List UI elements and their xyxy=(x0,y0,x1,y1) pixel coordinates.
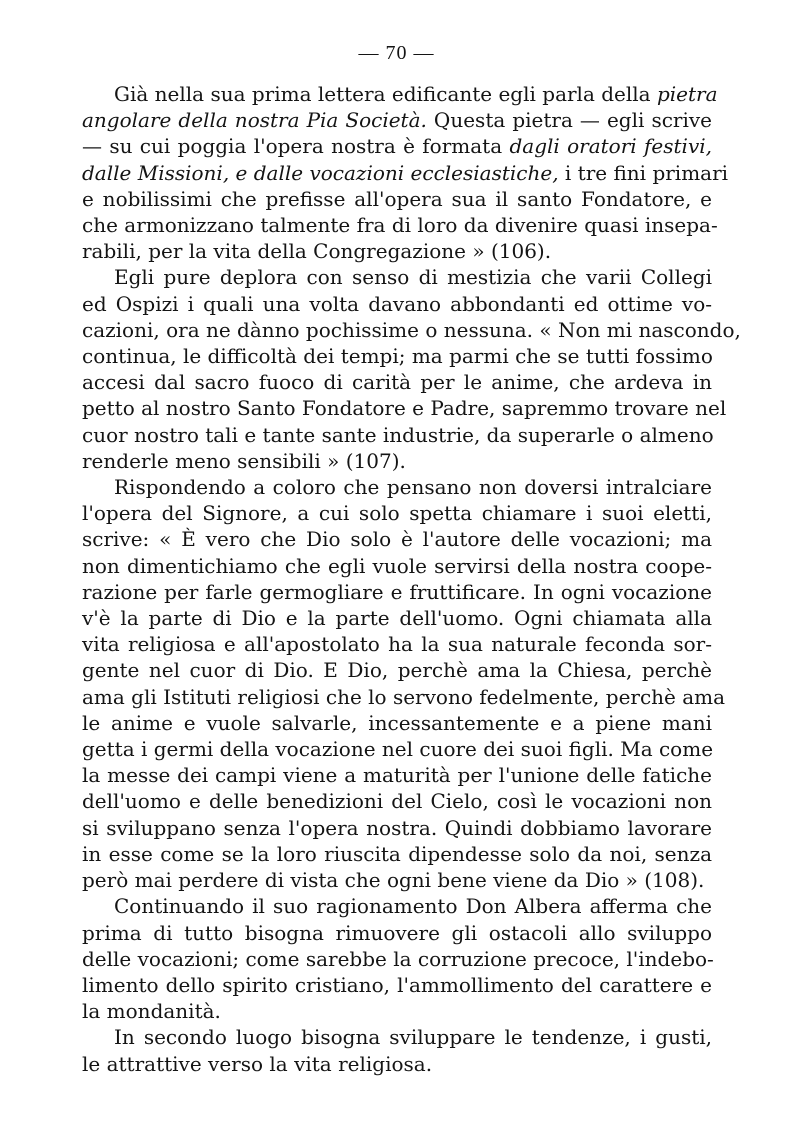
text-line xyxy=(82,186,712,212)
text-run: ed Ospizi i quali una volta davano abbondanti ed ottime vo- xyxy=(82,291,712,316)
text-run: Egli pure deplora con senso di mestizia che varii Collegi xyxy=(114,265,712,290)
text-line xyxy=(82,998,712,1024)
paragraph xyxy=(82,474,726,893)
text-run: la mondanità. xyxy=(82,999,221,1024)
paragraph xyxy=(82,264,741,474)
text-line xyxy=(82,684,726,710)
text-run: Rispondendo a coloro che pensano non doversi intralciare xyxy=(114,475,712,500)
paragraph xyxy=(82,1024,712,1076)
text-run: la messe dei campi viene a maturità per l'unione delle fatiche xyxy=(82,763,712,788)
text-run: prima di tutto bisogna rimuovere gli ostacoli allo sviluppo xyxy=(82,920,712,945)
text-line xyxy=(82,736,712,762)
text-run: Continuando il suo ragionamento Don Albera afferma che xyxy=(114,894,712,919)
italic-text-run: dagli oratori festivi, xyxy=(509,134,712,159)
text-run: si sviluppano senza l'opera nostra. Quindi dobbiamo lavorare xyxy=(82,815,712,840)
text-line xyxy=(82,920,712,946)
text-line xyxy=(82,317,741,343)
text-run: ama gli Istituti religiosi che lo servono fedelmente, perchè ama xyxy=(82,684,726,709)
text-line xyxy=(82,212,718,238)
text-line xyxy=(82,107,712,133)
paragraph xyxy=(82,81,729,264)
text-run: in esse come se la loro riuscita dipendesse solo da noi, senza xyxy=(82,841,712,866)
text-line xyxy=(82,369,712,395)
text-line xyxy=(82,264,712,290)
text-run: continua, le difficoltà dei tempi; ma parmi che se tutti fossimo xyxy=(82,344,713,369)
text-run: che armonizzano talmente fra di loro da divenire quasi insepa- xyxy=(82,213,718,238)
text-run: l'opera del Signore, a cui solo spetta chiamare i suoi eletti, xyxy=(82,501,712,526)
text-line xyxy=(82,815,712,841)
text-run: Questa pietra — egli scrive xyxy=(426,108,712,133)
text-line xyxy=(82,526,712,552)
text-run: accesi dal sacro fuoco di carità per le anime, che ardeva in xyxy=(82,370,712,395)
text-line xyxy=(82,160,729,186)
text-run: e nobilissimi che prefisse all'opera sua il santo Fondatore, e xyxy=(82,186,712,211)
text-run: non dimentichiamo che egli vuole servirsi della nostra coope- xyxy=(82,553,712,578)
text-line xyxy=(82,867,712,893)
text-line xyxy=(82,631,712,657)
text-run: però mai perdere di vista che ogni bene viene da Dio » (108). xyxy=(82,868,705,893)
text-run: petto al nostro Santo Fondatore e Padre, sapremmo trovare nel xyxy=(82,396,727,421)
body-text xyxy=(82,81,741,1077)
text-run: Già nella sua prima lettera edificante egli parla della xyxy=(114,82,657,106)
text-run: cuor nostro tali e tante sante industrie, da superarle o almeno xyxy=(82,422,714,447)
text-run: — su cui poggia l'opera nostra è formata xyxy=(82,134,510,159)
text-line xyxy=(82,762,712,788)
text-line xyxy=(82,500,712,526)
text-line xyxy=(82,972,712,998)
text-line xyxy=(82,1024,712,1050)
text-line xyxy=(82,448,712,474)
text-run: In secondo luogo bisogna sviluppare le tendenze, i gusti, xyxy=(114,1025,712,1050)
italic-text-run: angolare della nostra Pia Società. xyxy=(82,108,427,133)
text-run: gente nel cuor di Dio. E Dio, perchè ama la Chiesa, perchè xyxy=(82,658,712,683)
text-run: delle vocazioni; come sarebbe la corruzione precoce, l'indebo- xyxy=(82,946,714,971)
text-line xyxy=(82,343,712,369)
text-line xyxy=(82,81,718,107)
text-line xyxy=(82,946,712,972)
text-line xyxy=(82,579,712,605)
text-line xyxy=(82,1051,712,1077)
text-run: renderle meno sensibili » (107). xyxy=(82,448,406,473)
text-run: i tre fini primari xyxy=(558,160,729,185)
text-run: le attrattive verso la vita religiosa. xyxy=(82,1051,433,1076)
text-line xyxy=(82,422,712,448)
text-line xyxy=(82,788,712,814)
text-run: scrive: « È vero che Dio solo è l'autore delle vocazioni; ma xyxy=(82,527,712,552)
text-line xyxy=(82,291,712,317)
text-line xyxy=(82,238,712,264)
text-line xyxy=(82,133,712,159)
text-run: getta i germi della vocazione nel cuore dei suoi figli. Ma come xyxy=(82,737,714,762)
text-line xyxy=(82,841,712,867)
text-line xyxy=(82,710,712,736)
text-run: dell'uomo e delle benedizioni del Cielo, così le vocazioni non xyxy=(82,789,712,814)
text-line xyxy=(82,605,712,631)
text-run: v'è la parte di Dio e la parte dell'uomo. Ogni chiamata alla xyxy=(82,606,712,631)
text-line xyxy=(82,474,712,500)
text-run: rabili, per la vita della Congregazione » (106). xyxy=(82,239,552,264)
page-number: — 70 — xyxy=(358,42,435,64)
text-run: le anime e vuole salvarle, incessantemente e a piene mani xyxy=(82,710,712,735)
text-line xyxy=(82,395,727,421)
text-line xyxy=(82,893,712,919)
text-run: limento dello spirito cristiano, l'ammollimento del carattere e xyxy=(82,972,712,997)
paragraph xyxy=(82,893,712,1024)
text-run: razione per farle germogliare e fruttificare. In ogni vocazione xyxy=(82,579,712,604)
text-run: vita religiosa e all'apostolato ha la sua naturale feconda sor- xyxy=(82,632,712,657)
text-run: cazioni, ora ne dànno pochissime o nessuna. « Non mi nascondo, xyxy=(82,317,741,342)
text-line xyxy=(82,553,712,579)
text-line xyxy=(82,657,712,683)
italic-text-run: pietra xyxy=(656,82,718,106)
italic-text-run: dalle Missioni, e dalle vocazioni ecclesiastiche, xyxy=(82,160,559,185)
